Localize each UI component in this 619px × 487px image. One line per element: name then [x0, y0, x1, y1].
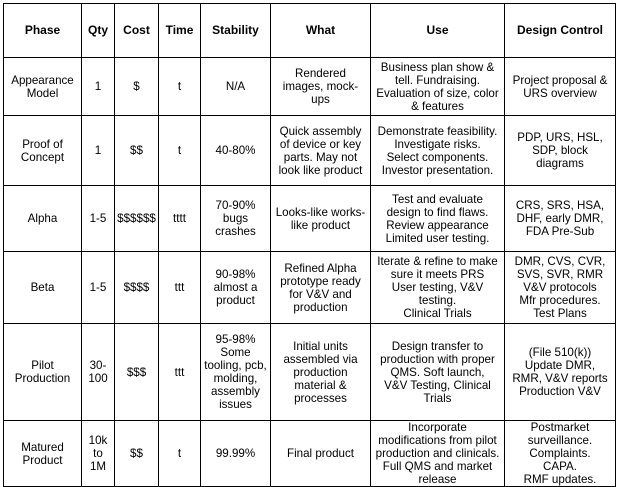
cell-design-control: [505, 186, 616, 252]
design-control-text: Project proposal & URS overview: [512, 73, 608, 100]
cell-what: [271, 186, 371, 252]
product-development-phases-table: [3, 3, 616, 487]
header-qty: Qty: [82, 4, 115, 58]
header-use: Use: [371, 4, 505, 58]
cell-phase: [4, 58, 82, 116]
cell-stability: [201, 186, 271, 252]
qty-text: 1: [94, 144, 102, 157]
design-control-text: DMR, CVS, CVR, SVS, SVR, RMR V&V protocols Mfr procedures. Test Plans: [514, 255, 606, 320]
cell-cost: [115, 186, 159, 252]
design-control-text: CRS, SRS, HSA, DHF, early DMR, FDA Pre-Sub: [515, 199, 605, 238]
what-text: Final product: [286, 447, 355, 460]
table-row: [4, 324, 616, 421]
cell-use: [371, 116, 505, 186]
phase-text: Pilot Production: [14, 359, 71, 385]
cell-time: [159, 252, 201, 324]
cell-time: [159, 186, 201, 252]
use-text: Demonstrate feasibility. Investigate risks. Select components. Investor presentation.: [377, 124, 498, 177]
cost-text: $$$: [126, 365, 147, 379]
cell-use: [371, 324, 505, 421]
cell-use: [371, 186, 505, 252]
what-text: Quick assembly of device or key parts. May not look like product: [278, 124, 363, 177]
header-row: [4, 4, 616, 58]
use-text: Business plan show & tell. Fundraising. Evaluation of size, color & features: [376, 60, 499, 113]
what-text: Rendered images, mock- ups: [282, 67, 359, 106]
stability-text: 70-90% bugs crashes: [215, 199, 256, 238]
header-design-control: Design Control: [505, 4, 616, 58]
header-cost: Cost: [115, 4, 159, 58]
header-time: Time: [159, 4, 201, 58]
table-row: [4, 58, 616, 116]
cell-design-control: [505, 421, 616, 487]
table-row: [4, 252, 616, 324]
cell-time: [159, 324, 201, 421]
qty-text: 30- 100: [88, 359, 108, 385]
time-text: ttt: [174, 281, 185, 294]
cell-qty: [82, 116, 115, 186]
cell-phase: [4, 116, 82, 186]
qty-text: 10k to 1M: [88, 434, 108, 473]
cell-design-control: [505, 58, 616, 116]
cell-stability: [201, 324, 271, 421]
stability-text: 95-98% Some tooling, pcb, molding, assembly issues: [204, 333, 267, 411]
use-text: Iterate & refine to make sure it meets PRS User testing, V&V testing. Clinical Trials: [377, 255, 498, 320]
cell-what: [271, 116, 371, 186]
phase-text: Proof of Concept: [20, 137, 65, 164]
cell-what: [271, 252, 371, 324]
what-text: Looks-like works- like product: [275, 205, 366, 232]
cell-time: [159, 116, 201, 186]
phase-text: Alpha: [27, 212, 58, 225]
use-text: Test and evaluate design to find flaws. Review appearance Limited user testing.: [385, 192, 490, 245]
cell-cost: [115, 116, 159, 186]
cell-cost: [115, 324, 159, 421]
time-text: tttt: [173, 212, 186, 225]
use-text: Design transfer to production with proper QMS. Soft launch, V&V Testing, Clinical Trials: [380, 339, 495, 405]
phase-text: Matured Product: [21, 440, 64, 467]
use-text: Incorporate modifications from pilot production and clinicals. Full QMS and market release: [375, 421, 500, 486]
design-control-text: PDP, URS, HSL, SDP, block diagrams: [517, 131, 603, 170]
design-control-text: Postmarket surveillance. Complaints. CAPA. RMF updates.: [523, 421, 597, 486]
table-row: [4, 116, 616, 186]
cell-time: [159, 58, 201, 116]
cell-stability: [201, 58, 271, 116]
cell-qty: [82, 324, 115, 421]
time-text: t: [177, 80, 182, 93]
what-text: Refined Alpha prototype ready for V&V and production: [280, 261, 361, 314]
stability-text: 90-98% almost a product: [213, 268, 258, 307]
header-stability: Stability: [201, 4, 271, 58]
stability-text: N/A: [225, 80, 246, 93]
cost-text: $: [133, 80, 140, 93]
cell-cost: [115, 421, 159, 487]
cell-qty: [82, 58, 115, 116]
cell-design-control: [505, 116, 616, 186]
cell-cost: [115, 252, 159, 324]
phase-text: Beta: [30, 281, 55, 294]
cell-use: [371, 421, 505, 487]
cell-design-control: [505, 324, 616, 421]
header-phase: Phase: [4, 4, 82, 58]
cell-cost: [115, 58, 159, 116]
cell-qty: [82, 252, 115, 324]
cell-what: [271, 324, 371, 421]
table-container: [3, 3, 616, 487]
qty-text: 1-5: [89, 281, 107, 294]
cell-design-control: [505, 252, 616, 324]
cell-phase: [4, 252, 82, 324]
cell-phase: [4, 421, 82, 487]
cell-time: [159, 421, 201, 487]
qty-text: 1: [94, 80, 102, 93]
time-text: t: [177, 447, 182, 460]
stability-text: 40-80%: [215, 144, 256, 157]
stability-text: 99.99%: [215, 447, 256, 460]
cell-what: [271, 421, 371, 487]
table-row: [4, 421, 616, 487]
qty-text: 1-5: [89, 212, 107, 225]
header-what: What: [271, 4, 371, 58]
cost-text: $$: [130, 144, 143, 157]
cell-use: [371, 58, 505, 116]
cost-text: $$$$: [123, 281, 150, 294]
cell-qty: [82, 186, 115, 252]
design-control-text: (File 510(k)) Update DMR, RMR, V&V reports Production V&V: [512, 346, 608, 398]
cost-text: $$$$$$: [117, 212, 156, 225]
table-row: [4, 186, 616, 252]
cell-stability: [201, 421, 271, 487]
cell-stability: [201, 252, 271, 324]
cell-phase: [4, 186, 82, 252]
phase-text: Appearance Model: [11, 73, 74, 100]
what-text: Initial units assembled via production material & processes: [283, 339, 358, 405]
cell-what: [271, 58, 371, 116]
cell-qty: [82, 421, 115, 487]
time-text: t: [177, 144, 182, 157]
cell-phase: [4, 324, 82, 421]
cell-use: [371, 252, 505, 324]
cell-stability: [201, 116, 271, 186]
cost-text: $$: [130, 447, 143, 460]
time-text: ttt: [174, 365, 185, 379]
